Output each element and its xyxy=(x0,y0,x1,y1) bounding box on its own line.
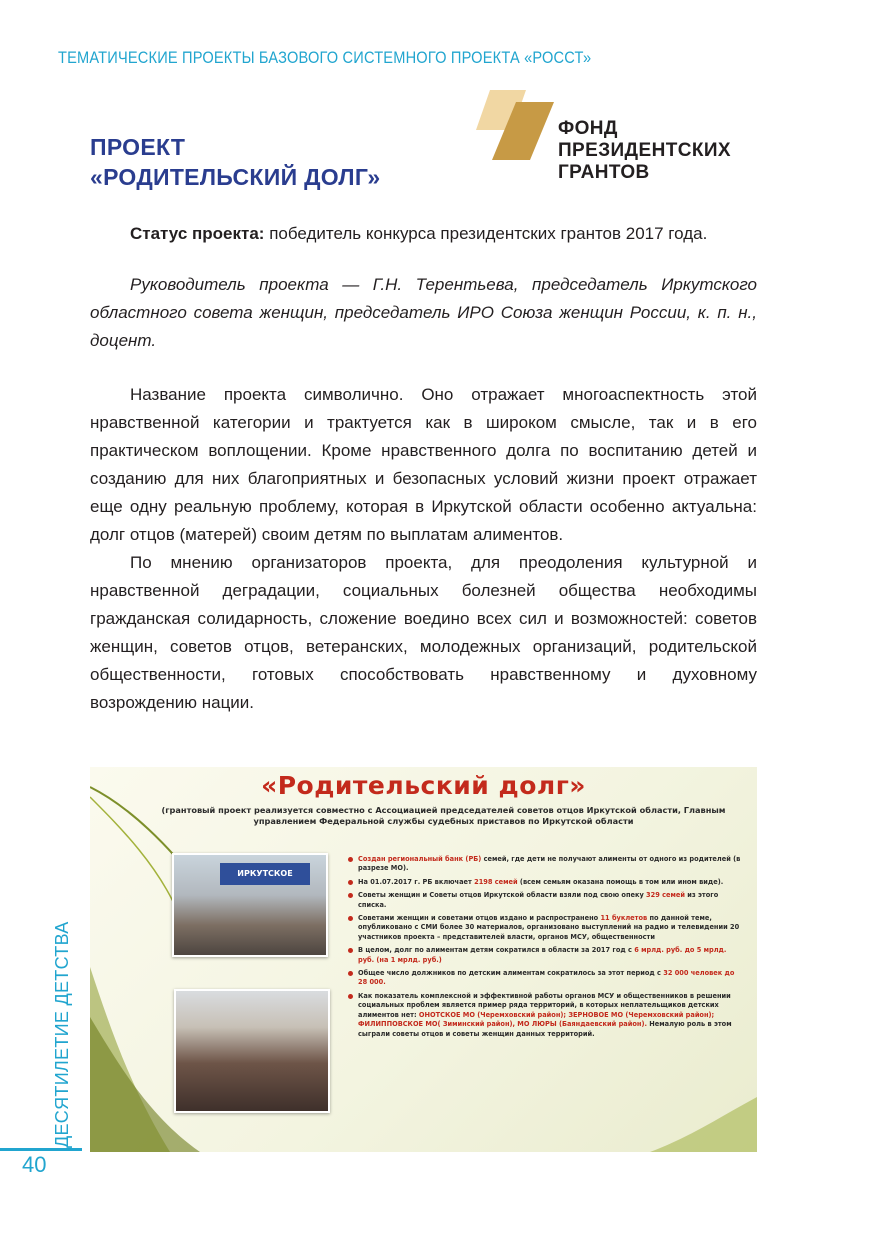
slide-bullet-item xyxy=(346,878,744,887)
bullet-icon xyxy=(348,948,353,953)
slide-bullet-before: Как показатель комплексной и эффективной работы органов МСУ и общественников в решении социальных проблем является пример ряда территорий, в которых неплательщиков детских алиментов нет: xyxy=(358,991,731,1019)
slide-bullet-before: Общее число должников по детским алиментам сократилось за этот период с xyxy=(358,969,664,978)
project-title-line2: «РОДИТЕЛЬСКИЙ ДОЛГ» xyxy=(90,164,381,190)
slide-bullet-hl: 329 семей xyxy=(646,891,685,900)
slide-bullet-after: из этого списка. xyxy=(358,891,719,909)
slide-bullet-after: по данной теме, опубликовано с СМИ более 30 материалов, организовано выступлений на радио и телевидении 20 участников проекта – представителей власти, органов МСУ, общественности xyxy=(358,914,740,941)
slide-bullet-hl: Создан региональный банк (РБ) xyxy=(358,855,482,863)
bullet-icon xyxy=(348,880,353,885)
project-title-line1: ПРОЕКТ xyxy=(90,134,186,160)
slide-title: «Родительский долг» xyxy=(261,771,586,800)
presentation-slide-image xyxy=(90,767,757,1152)
slide-bullet-after: Немалую роль в этом сыграли советы отцов и советы женщин данных территорий. xyxy=(358,1020,732,1038)
slide-bullet-item xyxy=(346,969,744,988)
slide-bullet-before: Советами женщин и советами отцов издано и распространено xyxy=(358,914,601,923)
slide-bullet-hl: 11 буклетов xyxy=(600,914,648,923)
project-title xyxy=(90,132,380,192)
slide-subtitle: (грантовый проект реализуется совместно с Ассоциацией председателей советов отцов Иркутской области, Главным управлением Федеральной службы судебных приставов по Иркутской области xyxy=(161,805,726,826)
fund-logo-line2: ПРЕЗИДЕНТСКИХ xyxy=(558,140,731,161)
slide-bullet-hl: ОНОТСКОЕ МО (Черемховский район); ЗЕРНОВОЕ МО (Черемховский район); ФИЛИППОВСКОЕ МО( Зиминский район), МО ЛЮРЫ (Баяндаевский район). xyxy=(358,1010,715,1029)
slide-bullet-item xyxy=(346,855,744,874)
fund-logo-line1: ФОНД xyxy=(558,118,618,139)
audience-photo xyxy=(174,989,330,1113)
bullet-icon xyxy=(348,893,353,898)
slide-bullet-after: (всем семьям оказана помощь в том или ином виде). xyxy=(517,877,724,886)
slide-bullet-list xyxy=(346,855,744,1043)
body-paragraph: По мнению организаторов проекта, для преодоления культурной и нравственной деградации, социальных болезней общества необходимы гражданская солидарность, сложение воедино всех сил и возможностей: советов женщин, советов отцов, ветеранских, молодежных организаций, родительской общественности, готовых способствовать нравственному и духовному возрождению нации. xyxy=(90,553,757,712)
project-status xyxy=(90,220,757,248)
status-text: победитель конкурса президентских грантов 2017 года. xyxy=(264,224,708,243)
fund-logo-line3: ГРАНТОВ xyxy=(558,162,650,183)
status-label: Статус проекта: xyxy=(130,224,265,243)
page-number: 40 xyxy=(22,1152,47,1177)
presidential-grants-fund-logo xyxy=(470,88,770,188)
fund-logo-icon xyxy=(470,88,560,168)
slide-bullet-after: семей, где дети не получают алименты от одного из родителей (в разрезе МО). xyxy=(358,855,741,873)
running-head: ТЕМАТИЧЕСКИЕ ПРОЕКТЫ БАЗОВОГО СИСТЕМНОГО ПРОЕКТА «РОССТ» xyxy=(58,48,592,67)
slide-bullet-item xyxy=(346,891,744,910)
bullet-icon xyxy=(348,857,353,862)
slide-bullet-item xyxy=(346,992,744,1039)
project-leader: Руководитель проекта — Г.Н. Терентьева, председатель Иркутского областного совета женщин, председатель ИРО Союза женщин России, к. п. н., доцент. xyxy=(90,275,757,350)
bullet-icon xyxy=(348,994,353,999)
photo-banner: ИРКУТСКОЕ xyxy=(220,863,310,885)
body-paragraph: Название проекта символично. Оно отражает многоаспектность этой нравственной категории и трактуется как в широком смысле, так и в его практическом воплощении. Кроме нравственного долга по воспитанию детей и созданию для них благоприятных и безопасных условий жизни проект отражает еще одну реальную проблему, которая в Иркутской области особенно актуальна: долг отцов (матерей) своим детям по выплатам алиментов. xyxy=(90,385,757,544)
bullet-icon xyxy=(348,916,353,921)
sidebar-rule xyxy=(0,1148,82,1151)
fund-logo-text xyxy=(558,118,731,184)
bullet-icon xyxy=(348,971,353,976)
sidebar-label: ДЕСЯТИЛЕТИЕ ДЕТСТВА xyxy=(52,921,72,1148)
slide-bullet-item xyxy=(346,946,744,965)
slide-bullet-before: На 01.07.2017 г. РБ включает xyxy=(358,877,475,886)
slide-bullet-hl: 2198 семей xyxy=(474,877,518,886)
meeting-photo xyxy=(172,853,328,957)
slide-bullet-before: В целом, долг по алиментам детям сократился в области за 2017 год с xyxy=(358,946,635,955)
slide-bullet-hl: 6 мрлд. руб. до 5 мрлд. руб. (на 1 мрлд. руб.) xyxy=(358,946,727,964)
slide-bullet-before: Советы женщин и Советы отцов Иркутской области взяли под свою опеку xyxy=(358,891,647,900)
slide-bullet-item xyxy=(346,914,744,942)
slide-bullet-hl: 32 000 человек до 28 000. xyxy=(358,969,735,987)
body-text xyxy=(90,381,757,717)
